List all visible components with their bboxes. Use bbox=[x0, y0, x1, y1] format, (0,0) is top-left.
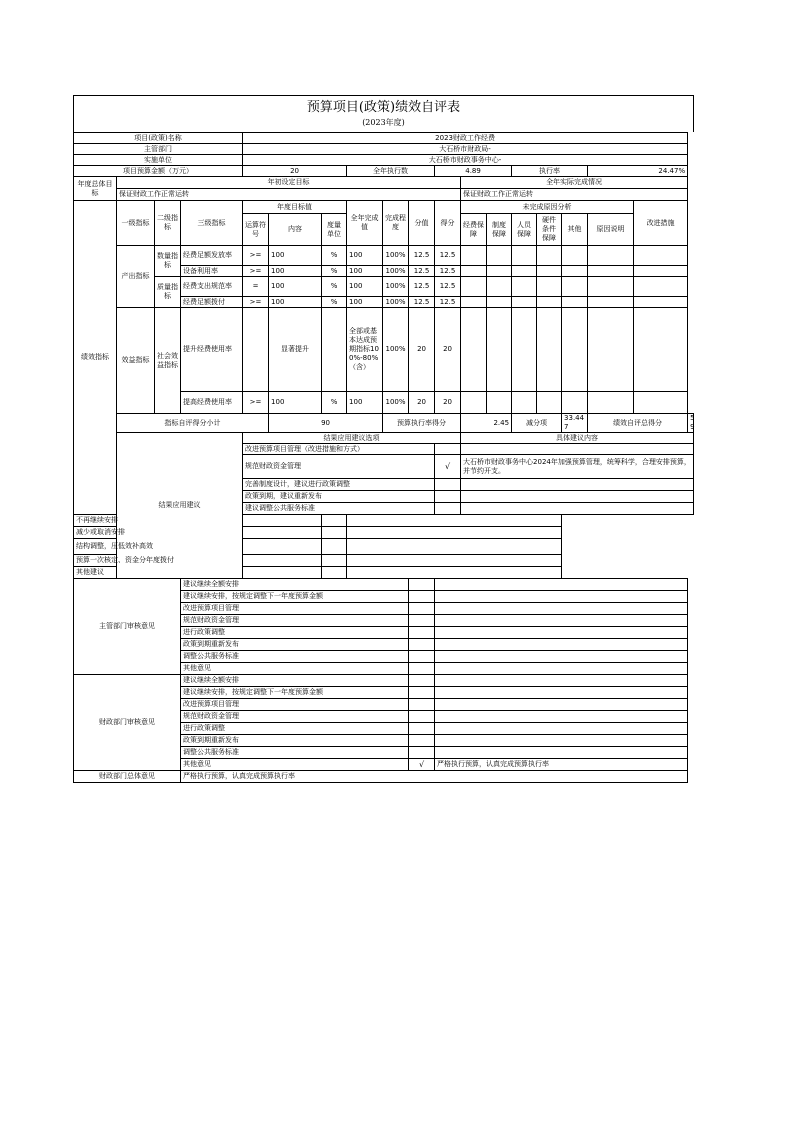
finance-option-check bbox=[409, 723, 435, 735]
indicator-blank-cell bbox=[512, 246, 537, 266]
results-option-check bbox=[435, 503, 461, 515]
row-goal bbox=[74, 189, 694, 201]
indicator-blank-cell bbox=[461, 392, 487, 414]
indicator-blank-cell bbox=[588, 277, 634, 297]
reason-staff-header: 人员保障 bbox=[512, 214, 537, 246]
results-option-text: 其他建议 bbox=[74, 567, 322, 579]
finance-option-note bbox=[435, 699, 688, 711]
deduct-label: 减分项 bbox=[512, 414, 562, 433]
indicator-blank-cell bbox=[512, 392, 537, 414]
actual-goal-label: 全年实际完成情况 bbox=[461, 177, 688, 189]
indicator-blank-cell bbox=[562, 308, 588, 392]
evaluation-table bbox=[73, 132, 694, 783]
supervisor-option-text: 建议继续安排，按规定调整下一年度预算金额 bbox=[181, 591, 409, 603]
annual-goal-label: 年度总体目标 bbox=[74, 177, 117, 201]
supervisor-option-note bbox=[435, 615, 688, 627]
indicator-blank-cell bbox=[512, 266, 537, 277]
indicator-name: 经费足额发放率 bbox=[181, 246, 243, 266]
supervisor-option-check bbox=[409, 615, 435, 627]
executed: 4.89 bbox=[435, 166, 512, 177]
row-project-name bbox=[74, 133, 694, 144]
results-option-check bbox=[322, 539, 347, 555]
indicator-op bbox=[243, 308, 269, 392]
indicator-degree: 100% bbox=[383, 308, 409, 392]
indicator-score: 12.5 bbox=[435, 277, 461, 297]
reason-note-header: 原因说明 bbox=[588, 214, 634, 246]
social-label: 社会效益指标 bbox=[155, 308, 181, 414]
indicator-blank-cell bbox=[562, 392, 588, 414]
results-option-check bbox=[322, 555, 347, 567]
indicator-blank-cell bbox=[487, 246, 512, 266]
finance-option-check: √ bbox=[409, 759, 435, 771]
finance-option-text: 其他意见 bbox=[181, 759, 409, 771]
results-option-text: 改进预算项目管理（改进措施和方式） bbox=[243, 444, 435, 455]
page-subtitle: (2023年度) bbox=[362, 118, 405, 127]
finance-option-text: 调整公共服务标准 bbox=[181, 747, 409, 759]
quantity-label: 数量指标 bbox=[155, 246, 181, 277]
indicator-name: 经费足额拨付 bbox=[181, 297, 243, 308]
l1-header: 一级指标 bbox=[117, 201, 155, 246]
results-option-text: 预算一次核定、资金分年度拨付 bbox=[74, 555, 322, 567]
indicator-header-row bbox=[74, 201, 694, 214]
impl: 大石桥市财政事务中心- bbox=[243, 155, 688, 166]
supervisor-option-text: 改进预算项目管理 bbox=[181, 603, 409, 615]
supervisor-option-check bbox=[409, 639, 435, 651]
supervisor-label: 主管部门审核意见 bbox=[74, 579, 181, 675]
indicator-content: 100 bbox=[269, 392, 322, 414]
indicator-blank-cell bbox=[512, 308, 537, 392]
indicator-content: 100 bbox=[269, 277, 322, 297]
results-option-note bbox=[461, 491, 694, 503]
indicator-blank-cell bbox=[588, 297, 634, 308]
finance-option-note bbox=[435, 723, 688, 735]
indicator-blank-cell bbox=[588, 392, 634, 414]
supervisor-option-check bbox=[409, 627, 435, 639]
supervisor-option-note bbox=[435, 591, 688, 603]
supervisor-option-text: 调整公共服务标准 bbox=[181, 651, 409, 663]
indicator-blank-cell bbox=[461, 277, 487, 297]
overall-label: 财政部门总体意见 bbox=[74, 771, 181, 783]
quality-label: 质量指标 bbox=[155, 277, 181, 308]
results-option-row bbox=[74, 539, 694, 555]
results-option-note: 大石桥市财政事务中心2024年加强预算管理，统筹科学，合理安排预算，并节约开支。 bbox=[461, 455, 694, 479]
indicator-unit bbox=[322, 308, 347, 392]
indicator-blank-cell bbox=[487, 392, 512, 414]
unit-header: 度量单位 bbox=[322, 214, 347, 246]
evaluation-sheet bbox=[73, 95, 694, 783]
indicator-blank-cell bbox=[537, 308, 562, 392]
finance-option-note bbox=[435, 675, 688, 687]
indicator-blank-cell bbox=[562, 277, 588, 297]
actual-goal: 保证财政工作正常运转 bbox=[461, 189, 688, 201]
finance-option-text: 建议继续安排，按规定调整下一年度预算金额 bbox=[181, 687, 409, 699]
indicator-blank-cell bbox=[537, 277, 562, 297]
l2-header: 二级指标 bbox=[155, 201, 181, 246]
indicator-row bbox=[74, 277, 694, 297]
indicator-name: 经费支出规范率 bbox=[181, 277, 243, 297]
indicator-done: 100 bbox=[347, 277, 383, 297]
results-option-text: 减少或取消安排 bbox=[74, 527, 322, 539]
total-label: 绩效自评总得分 bbox=[588, 414, 688, 433]
finance-option-note bbox=[435, 687, 688, 699]
indicator-content: 100 bbox=[269, 266, 322, 277]
supervisor-option-text: 其他意见 bbox=[181, 663, 409, 675]
results-option-note bbox=[347, 539, 562, 555]
row-dept bbox=[74, 144, 694, 155]
finance-option-check bbox=[409, 699, 435, 711]
indicator-score: 12.5 bbox=[435, 266, 461, 277]
score-header: 得分 bbox=[435, 201, 461, 246]
supervisor-option-note bbox=[435, 579, 688, 591]
indicator-blank-cell bbox=[588, 266, 634, 277]
indicator-blank-cell bbox=[634, 246, 688, 266]
results-option-note bbox=[347, 555, 562, 567]
indicator-blank-cell bbox=[461, 308, 487, 392]
score-value-header: 分值 bbox=[409, 201, 435, 246]
indicator-degree: 100% bbox=[383, 392, 409, 414]
results-option-check bbox=[435, 479, 461, 491]
row-goal-header bbox=[74, 177, 694, 189]
reasons-header: 未完成原因分析 bbox=[461, 201, 634, 214]
indicator-blank-cell bbox=[537, 246, 562, 266]
indicator-value: 12.5 bbox=[409, 297, 435, 308]
exec-score-label: 预算执行率得分 bbox=[383, 414, 461, 433]
indicator-blank-cell bbox=[562, 246, 588, 266]
indicator-content: 100 bbox=[269, 246, 322, 266]
indicator-row bbox=[74, 308, 694, 392]
supervisor-option-note bbox=[435, 663, 688, 675]
indicator-blank-cell bbox=[588, 246, 634, 266]
indicator-unit: % bbox=[322, 277, 347, 297]
indicator-degree: 100% bbox=[383, 266, 409, 277]
results-option-note bbox=[347, 567, 562, 579]
supervisor-option-text: 建议继续全额安排 bbox=[181, 579, 409, 591]
reason-other-header: 其他 bbox=[562, 214, 588, 246]
results-option-text: 规范财政资金管理 bbox=[243, 455, 435, 479]
results-option-row bbox=[74, 555, 694, 567]
indicator-done: 100 bbox=[347, 266, 383, 277]
results-label: 结果应用建议 bbox=[117, 433, 243, 579]
finance-option-check bbox=[409, 735, 435, 747]
results-option-text: 建议调整公共服务标准 bbox=[243, 503, 435, 515]
reason-system-header: 制度保障 bbox=[487, 214, 512, 246]
supervisor-option-check bbox=[409, 603, 435, 615]
indicator-score: 20 bbox=[435, 308, 461, 392]
finance-option-text: 建议继续全额安排 bbox=[181, 675, 409, 687]
indicator-degree: 100% bbox=[383, 277, 409, 297]
title-box bbox=[73, 95, 694, 132]
indicator-score: 20 bbox=[435, 392, 461, 414]
results-content-header: 具体建议内容 bbox=[461, 433, 694, 444]
results-option-text: 结构调整，压低效补高效 bbox=[74, 539, 322, 555]
indicator-done: 100 bbox=[347, 246, 383, 266]
results-option-row bbox=[74, 567, 694, 579]
indicator-blank-cell bbox=[562, 266, 588, 277]
finance-option-note bbox=[435, 711, 688, 723]
supervisor-option-note bbox=[435, 627, 688, 639]
indicator-op: = bbox=[243, 277, 269, 297]
impl-label: 实施单位 bbox=[74, 155, 243, 166]
finance-option-note bbox=[435, 735, 688, 747]
budget: 20 bbox=[243, 166, 347, 177]
supervisor-option-text: 政策到期重新发布 bbox=[181, 639, 409, 651]
indicator-name: 提高经费使用率 bbox=[181, 392, 243, 414]
finance-option-text: 改进预算项目管理 bbox=[181, 699, 409, 711]
indicator-blank-cell bbox=[634, 308, 688, 392]
dept: 大石桥市财政局- bbox=[243, 144, 688, 155]
indicator-op: >= bbox=[243, 392, 269, 414]
indicator-blank-cell bbox=[634, 266, 688, 277]
perf-label: 绩效指标 bbox=[74, 201, 117, 515]
indicator-blank-cell bbox=[634, 392, 688, 414]
subtotal-label: 指标自评得分小计 bbox=[117, 414, 269, 433]
indicator-blank-cell bbox=[512, 277, 537, 297]
exec-score: 2.45 bbox=[461, 414, 512, 433]
indicator-blank-cell bbox=[487, 297, 512, 308]
reason-hardware-header: 硬件条件保障 bbox=[537, 214, 562, 246]
finance-option-note: 严格执行预算，认真完成预算执行率 bbox=[435, 759, 688, 771]
indicator-blank-cell bbox=[634, 297, 688, 308]
results-option-note bbox=[461, 479, 694, 491]
improve-header: 改进措施 bbox=[634, 201, 688, 246]
results-option-row bbox=[74, 527, 694, 539]
indicator-unit: % bbox=[322, 392, 347, 414]
deduct-value: 33.447 bbox=[562, 414, 588, 433]
indicator-score: 12.5 bbox=[435, 297, 461, 308]
indicator-blank-cell bbox=[512, 297, 537, 308]
indicator-name: 设备利用率 bbox=[181, 266, 243, 277]
finance-option-text: 政策到期重新发布 bbox=[181, 735, 409, 747]
finance-option-check bbox=[409, 687, 435, 699]
supervisor-option-note bbox=[435, 651, 688, 663]
finance-label: 财政部门审核意见 bbox=[74, 675, 181, 771]
indicator-done: 100 bbox=[347, 392, 383, 414]
results-options-header: 结果应用建议选项 bbox=[243, 433, 461, 444]
indicator-done: 全部或基本达成预期指标100%-80%（含） bbox=[347, 308, 383, 392]
supervisor-option-check bbox=[409, 579, 435, 591]
overall-text: 严格执行预算，认真完成预算执行率 bbox=[181, 771, 688, 783]
indicator-row bbox=[74, 246, 694, 266]
indicator-degree: 100% bbox=[383, 246, 409, 266]
finance-option-row bbox=[74, 675, 694, 687]
page-title: 预算项目(政策)绩效自评表 bbox=[306, 100, 461, 115]
project-name: 2023财政工作经费 bbox=[243, 133, 688, 144]
total-score: 59 bbox=[688, 414, 694, 433]
results-option-check: √ bbox=[435, 455, 461, 479]
results-option-note bbox=[461, 503, 694, 515]
l3-header: 三级指标 bbox=[181, 201, 243, 246]
completed-header: 全年完成值 bbox=[347, 201, 383, 246]
indicator-value: 12.5 bbox=[409, 246, 435, 266]
indicator-value: 12.5 bbox=[409, 277, 435, 297]
op-header: 运算符号 bbox=[243, 214, 269, 246]
subtotal-row bbox=[74, 414, 694, 433]
indicator-blank-cell bbox=[537, 297, 562, 308]
budget-label: 项目预算金额（万元） bbox=[74, 166, 243, 177]
row-impl bbox=[74, 155, 694, 166]
results-option-row bbox=[74, 515, 694, 527]
target-header: 年度目标值 bbox=[243, 201, 347, 214]
indicator-name: 提升经费使用率 bbox=[181, 308, 243, 392]
indicator-blank-cell bbox=[487, 308, 512, 392]
indicator-done: 100 bbox=[347, 297, 383, 308]
results-option-check bbox=[322, 567, 347, 579]
indicator-blank-cell bbox=[461, 297, 487, 308]
initial-goal-label: 年初设定目标 bbox=[117, 177, 461, 189]
executed-label: 全年执行数 bbox=[347, 166, 435, 177]
finance-option-check bbox=[409, 675, 435, 687]
indicator-score: 12.5 bbox=[435, 246, 461, 266]
row-budget bbox=[74, 166, 694, 177]
initial-goal: 保证财政工作正常运转 bbox=[117, 189, 461, 201]
results-option-text: 完善制度设计，建议进行政策调整 bbox=[243, 479, 435, 491]
supervisor-option-text: 进行政策调整 bbox=[181, 627, 409, 639]
output-label: 产出指标 bbox=[117, 246, 155, 308]
rate: 24.47% bbox=[588, 166, 688, 177]
dept-label: 主管部门 bbox=[74, 144, 243, 155]
indicator-value: 20 bbox=[409, 308, 435, 392]
supervisor-option-check bbox=[409, 663, 435, 675]
supervisor-option-check bbox=[409, 651, 435, 663]
indicator-op: >= bbox=[243, 246, 269, 266]
content-header: 内容 bbox=[269, 214, 322, 246]
degree-header: 完成程度 bbox=[383, 201, 409, 246]
indicator-degree: 100% bbox=[383, 297, 409, 308]
indicator-value: 12.5 bbox=[409, 266, 435, 277]
indicator-content: 100 bbox=[269, 297, 322, 308]
indicator-blank-cell bbox=[588, 308, 634, 392]
finance-option-text: 进行政策调整 bbox=[181, 723, 409, 735]
results-option-text: 政策到期，建议重新发布 bbox=[243, 491, 435, 503]
indicator-unit: % bbox=[322, 266, 347, 277]
indicator-blank-cell bbox=[487, 266, 512, 277]
results-option-check bbox=[435, 444, 461, 455]
indicator-blank-cell bbox=[487, 277, 512, 297]
subtotal-value: 90 bbox=[269, 414, 383, 433]
indicator-op: >= bbox=[243, 266, 269, 277]
results-option-text: 不再继续安排 bbox=[74, 515, 322, 527]
finance-option-check bbox=[409, 711, 435, 723]
results-option-check bbox=[435, 491, 461, 503]
supervisor-option-row bbox=[74, 579, 694, 591]
supervisor-option-text: 规范财政资金管理 bbox=[181, 615, 409, 627]
indicator-blank-cell bbox=[634, 277, 688, 297]
indicator-blank-cell bbox=[537, 392, 562, 414]
results-option-note bbox=[461, 444, 694, 455]
results-option-note bbox=[347, 515, 562, 527]
results-option-check bbox=[322, 527, 347, 539]
indicator-value: 20 bbox=[409, 392, 435, 414]
indicator-content: 显著提升 bbox=[269, 308, 322, 392]
results-option-note bbox=[347, 527, 562, 539]
project-name-label: 项目(政策)名称 bbox=[74, 133, 243, 144]
indicator-blank-cell bbox=[461, 246, 487, 266]
supervisor-option-check bbox=[409, 591, 435, 603]
supervisor-option-note bbox=[435, 639, 688, 651]
reason-funds-header: 经费保障 bbox=[461, 214, 487, 246]
benefit-label: 效益指标 bbox=[117, 308, 155, 414]
finance-option-note bbox=[435, 747, 688, 759]
indicator-blank-cell bbox=[562, 297, 588, 308]
indicator-blank-cell bbox=[537, 266, 562, 277]
results-header-row bbox=[74, 433, 694, 444]
results-option-check bbox=[322, 515, 347, 527]
indicator-blank-cell bbox=[461, 266, 487, 277]
indicator-unit: % bbox=[322, 246, 347, 266]
indicator-op: >= bbox=[243, 297, 269, 308]
indicator-unit: % bbox=[322, 297, 347, 308]
overall-row bbox=[74, 771, 694, 783]
rate-label: 执行率 bbox=[512, 166, 588, 177]
finance-option-check bbox=[409, 747, 435, 759]
supervisor-option-note bbox=[435, 603, 688, 615]
finance-option-text: 规范财政资金管理 bbox=[181, 711, 409, 723]
